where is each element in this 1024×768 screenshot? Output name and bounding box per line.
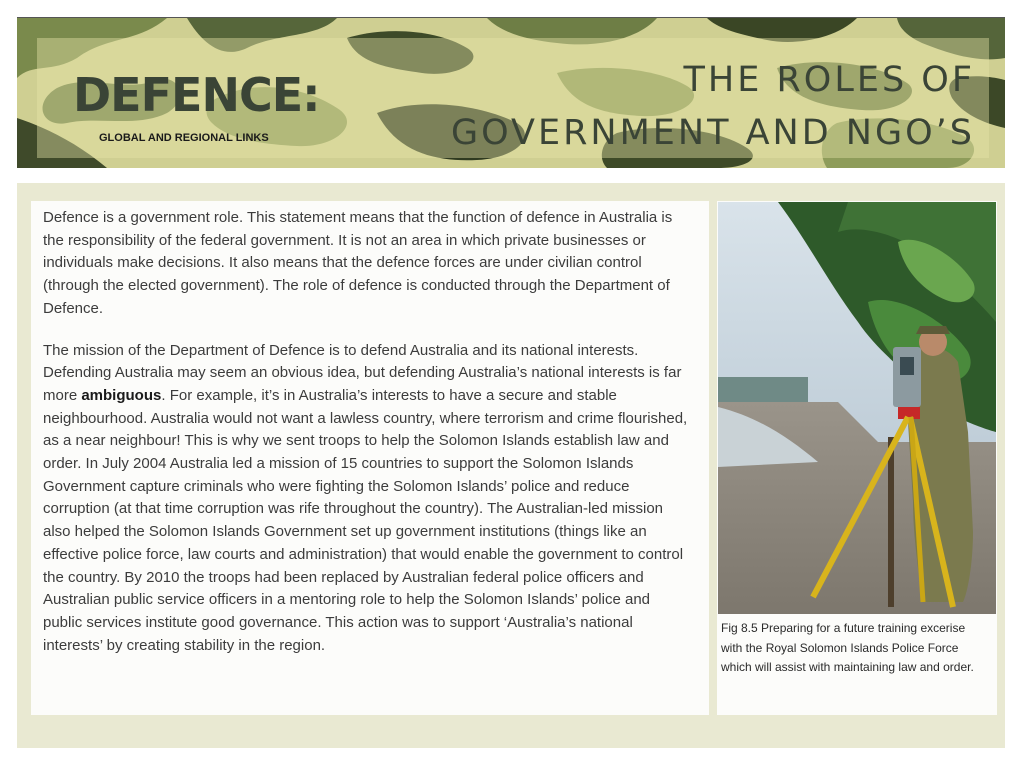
figure-caption: Fig 8.5 Preparing for a future training excerise with the Royal Solomon Islands Police Force which will assist with maintaining law and order. xyxy=(721,621,974,674)
article-paragraph: Defence is a government role. This statement means that the function of defence in Australia is the responsibility of the federal government. It is not an area in which private businesses or individuals make decisions. It also means that the defence forces are under civilian control (through the elected government). The role of defence is conducted through the Department of Defence. xyxy=(43,209,673,317)
page-title: DEFENCE: xyxy=(73,68,320,122)
article-panel xyxy=(31,201,709,715)
figure-photo-soldier-with-surveying-tripod xyxy=(718,202,996,614)
content-area xyxy=(17,183,1005,748)
topic-heading-line-2: GOVERNMENT AND NGO’S xyxy=(450,113,975,153)
paragraph-text: . For example, it’s in Australia’s interests to have a secure and stable neighbourhood. Australia would not want a lawless country, where terrorism and crime flourished, as a near neighbour! This is why we sent troops to help the Solomon Islands establish law and order. In July 2004 Australia led a mission of 15 countries to support the Solomon Islands Government capture criminals who were fighting the Solomon Islands’ police and reduce corruption (at that time corruption was rife throughout the country). The Australian-led mission also helped the Solomon Islands Government set up government institutions (things like an effective police force, law courts and administration) that would enable the government to control the country. By 2010 the troops had been replaced by Australian federal police officers and Australian public service officers in a mentoring role to help the Solomon Islands’ police and public services institute good governance. This action was to support ‘Australia’s national interests’ by creating stability in the region. xyxy=(43,386,688,654)
key-term: ambiguous xyxy=(81,386,162,404)
page-subtitle: GLOBAL AND REGIONAL LINKS xyxy=(99,132,269,144)
figure-panel xyxy=(717,201,997,715)
topic-heading xyxy=(451,54,975,160)
article-paragraph xyxy=(43,340,693,658)
paragraph-text: The mission of the Department of Defence is to defend Australia and its national interests. Defending Australia may seem an obvious idea, but defending Australia’s national interests is far more xyxy=(43,341,682,404)
topic-heading-line-1: THE ROLES OF xyxy=(683,60,975,100)
header-banner xyxy=(17,17,1005,168)
